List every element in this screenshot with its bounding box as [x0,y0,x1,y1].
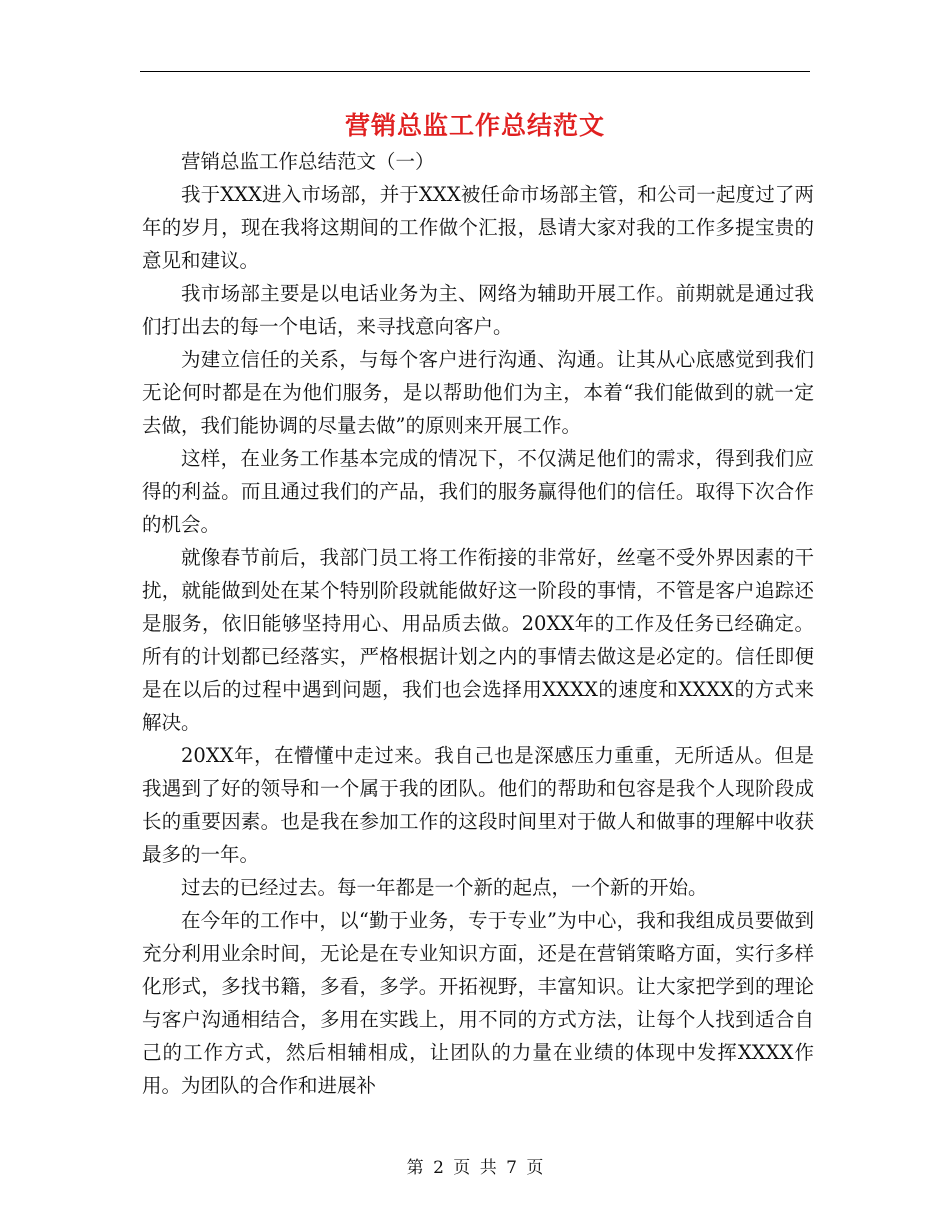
header-rule [140,71,810,72]
paragraph: 我于XXX进入市场部，并于XXX被任命市场部主管，和公司一起度过了两年的岁月，现在我将这期间的工作做个汇报，恳请大家对我的工作多提宝贵的意见和建议。 [142,183,814,272]
paragraph: 在今年的工作中，以“勤于业务，专于专业”为中心，我和我组成员要做到充分利用业余时间，无论是在专业知识方面，还是在营销策略方面，实行多样化形式，多找书籍，多看，多学。开拓视野，丰富知识。让大家把学到的理论与客户沟通相结合，多用在实践上，用不同的方式方法，让每个人找到适合自己的工作方式，然后相辅相成，让团队的力量在业绩的体现中发挥XXXX作用。为团队的合作和进展补 [142,909,814,1097]
document-title: 营销总监工作总结范文 [344,111,605,140]
paragraph: 过去的已经过去。每一年都是一个新的起点，一个新的开始。 [181,876,708,899]
paragraph-subtitle: 营销总监工作总结范文（一） [181,150,435,173]
page-number-footer: 第 2 页 共 7 页 [406,1158,544,1178]
paragraph: 这样，在业务工作基本完成的情况下，不仅满足他们的需求，得到我们应得的利益。而且通过我们的产品，我们的服务赢得他们的信任。取得下次合作的机会。 [142,447,814,536]
paragraph: 20XX年，在懵懂中走过来。我自己也是深感压力重重，无所适从。但是我遇到了好的领导和一个属于我的团队。他们的帮助和包容是我个人现阶段成长的重要因素。也是我在参加工作的这段时间里对于做人和做事的理解中收获最多的一年。 [142,744,814,866]
paragraph: 就像春节前后，我部门员工将工作衔接的非常好，丝毫不受外界因素的干扰，就能做到处在某个特别阶段就能做好这一阶段的事情，不管是客户追踪还是服务，依旧能够坚持用心、用品质去做。20XX年的工作及任务已经确定。所有的计划都已经落实，严格根据计划之内的事情去做这是必定的。信任即便是在以后的过程中遇到问题，我们也会选择用XXXX的速度和XXXX的方式来解决。 [142,546,814,734]
paragraph: 为建立信任的关系，与每个客户进行沟通、沟通。让其从心底感觉到我们无论何时都是在为他们服务，是以帮助他们为主，本着“我们能做到的就一定去做，我们能协调的尽量去做”的原则来开展工作。 [142,348,814,437]
document-body [142,145,814,1102]
paragraph: 我市场部主要是以电话业务为主、网络为辅助开展工作。前期就是通过我们打出去的每一个电话，来寻找意向客户。 [142,282,814,338]
